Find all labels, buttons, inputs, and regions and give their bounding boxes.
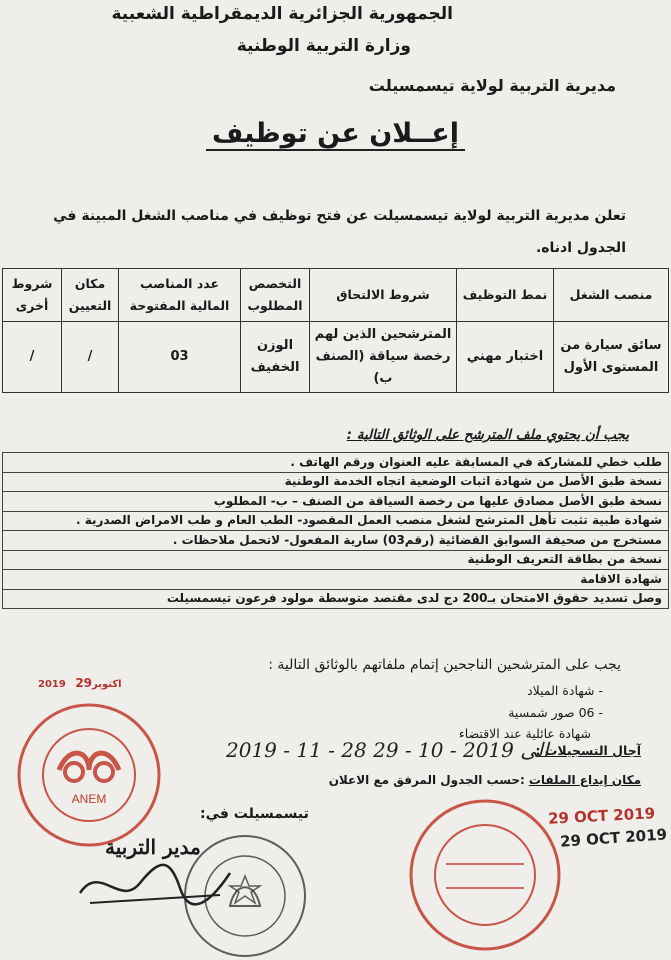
signature-title: مدير التربية [105, 835, 201, 859]
col-header-other-conditions: شروط أخرى [3, 269, 62, 322]
filing-place-label: مكان إيداع الملفات [528, 773, 641, 787]
directorate-header: مديرية التربية لولاية تيسمسيلت [368, 76, 616, 95]
table-row [3, 322, 669, 393]
list-item [3, 550, 669, 570]
document-item: شهادة الاقامة [3, 570, 669, 590]
col-header-location: مكان التعيين [62, 269, 119, 322]
documents-list [2, 452, 669, 609]
document-item: نسخة طبق الأصل من شهادة اثبات الوضعية اتجاه الخدمة الوطنية [3, 472, 669, 492]
received-date-stamp: 2019 اكتوبر29 [38, 676, 122, 690]
document-item: طلب خطي للمشاركة في المسابقة عليه العنوان ورقم الهاتف . [3, 453, 669, 473]
svg-text:ANEM: ANEM [71, 792, 107, 806]
ministry-header: وزارة التربية الوطنية [236, 36, 411, 56]
winners-heading: يجب على المترشحين الناجحين إتمام ملفاتهم بالوثائق التالية : [268, 657, 621, 673]
list-item [3, 511, 669, 531]
col-header-conditions: شروط الالتحاق [310, 269, 457, 322]
cell-open-posts: 03 [119, 322, 241, 393]
col-header-recruitment-mode: نمط التوظيف [457, 269, 554, 322]
list-item [3, 492, 669, 512]
list-item [3, 570, 669, 590]
cell-specialty: الوزن الخفيف [241, 322, 310, 393]
list-item [3, 589, 669, 609]
jobs-table-header-row [3, 269, 669, 322]
cell-position: سائق سيارة من المستوى الأول [554, 322, 669, 393]
filing-place-value: :حسب الجدول المرفق مع الاعلان [328, 773, 525, 787]
document-item: وصل تسديد حقوق الامتحان بـ200 دج لدى مقتصد متوسطة مولود فرعون تيسمسيلت [3, 589, 669, 609]
republic-header: الجمهورية الجزائرية الديمقراطية الشعبية [111, 4, 453, 24]
col-header-open-posts: عدد المناصب المالية المفتوحة [119, 269, 241, 322]
cell-conditions: المترشحين الذين لهم رخصة سياقة (الصنف ب) [310, 322, 457, 393]
winner-doc-photos: - 06 صور شمسية [508, 705, 603, 720]
col-header-position: منصب الشغل [554, 269, 669, 322]
col-header-specialty: التخصص المطلوب [241, 269, 310, 322]
deadline-handwritten-dates: 2019 - 11 - 28 الى 2019 - 10 - 29 [226, 738, 549, 762]
anem-stamp [14, 700, 164, 850]
winner-doc-family-certificate: شهادة عائلية عند الاقتضاء [458, 726, 591, 741]
deadline-label: آجال التسجيلات : [535, 743, 641, 758]
list-item [3, 531, 669, 551]
signoff: تيسمسيلت في: [200, 806, 309, 822]
page-title: إعــلان عن توظيف [0, 118, 671, 149]
filing-place-line [329, 773, 641, 787]
cell-recruitment-mode: اختبار مهني [457, 322, 554, 393]
document-item: نسخة طبق الأصل مصادق عليها من رخصة السياقة من الصنف – ب- المطلوب [3, 492, 669, 512]
list-item [3, 472, 669, 492]
document-item: شهادة طبية تثبت تأهل المترشح لشغل منصب العمل المقصود- الطب العام و طب الامراض الصدرية . [3, 511, 669, 531]
agency-stamp [406, 796, 564, 954]
date-stamp-red: 29 OCT 2019 [547, 804, 656, 828]
documents-heading: يجب أن يحتوي ملف المترشح على الوثائق التالية : [346, 427, 629, 443]
date-stamp-black: 29 OCT 2019 [559, 825, 668, 851]
ministry-seal [175, 826, 315, 958]
jobs-table [2, 268, 669, 393]
document-item: نسخة من بطاقة التعريف الوطنية [3, 550, 669, 570]
document-item: مستخرج من صحيفة السوابق القضائية (رقم03) سارية المفعول- لاتحمل ملاحظات . [3, 531, 669, 551]
list-item [3, 453, 669, 473]
intro-paragraph: تعلن مديرية التربية لولاية تيسمسيلت عن فتح توظيف في مناصب الشغل المبينة في الجدول ادناه. [53, 208, 626, 256]
winner-doc-birth-certificate: - شهادة الميلاد [527, 683, 603, 698]
cell-other-conditions: / [3, 322, 62, 393]
cell-location: / [62, 322, 119, 393]
